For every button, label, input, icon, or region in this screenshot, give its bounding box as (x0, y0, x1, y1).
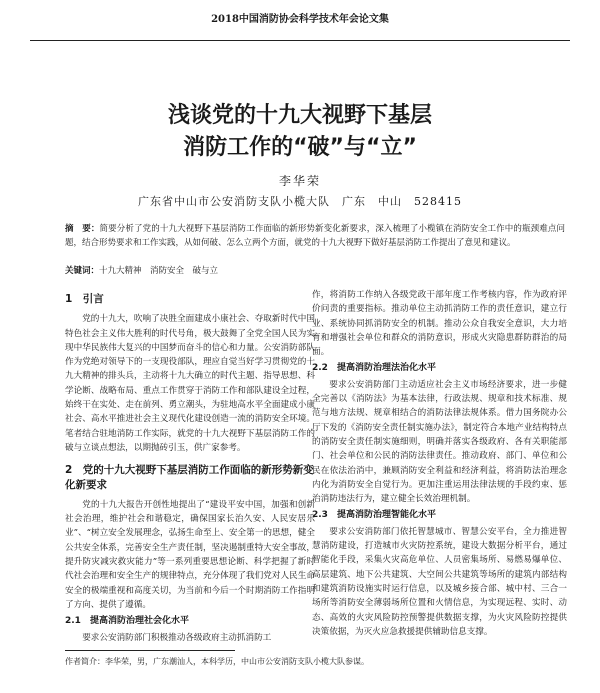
section-2-1-paragraph: 要求公安消防部门积极推动各级政府主动抓消防工 (82, 632, 272, 643)
abstract (65, 222, 565, 250)
section-2-heading: 2 党的十九大视野下基层消防工作面临的新形势新变化新要求 (65, 464, 314, 491)
abstract-text: 简要分析了党的十九大视野下基层消防工作面临的新形势新变化新要求，深入梳理了小榄镇在消防安全工作中的瓶颈难点问题，结合形势要求和工作实践，从如何破、怎么立两个方面，就党的十九大视野下做好基层消防工作提出了意见和建议。 (65, 224, 565, 248)
section-2-1-heading: 2.1 提高消防治理社会化水平 (65, 616, 189, 627)
continued-paragraph: 作，将消防工作纳入各级党政干部年度工作考核内容，作为政府评价问责的重要指标。推动单位主动抓消防工作的责任意识，建立行业、系统协同抓消防安全的机制。推动公众自我安全意识，大力培育和增强社会单位和群众的消防意识，形成火灾隐患群防群治的局面。 (312, 290, 567, 358)
section-1-heading: 1 引言 (65, 293, 104, 305)
section-2-2-paragraph: 要求公安消防部门主动适应社会主义市场经济要求，进一步健全完善以《消防法》为基本法律，行政法规、规章和技术标准、规范与地方法规、规章相结合的消防法律法规体系。借力国务院办公厅下发的《消防安全责任制实施办法》，制定符合本地产业结构特点的消防安全责任制实施细则，明确并落实各级政府、各有关职能部门、社会单位和公民的消防法律责任。推动政府、部门、单位和公民在依法治消中，兼顾消防安全利益和经济利益，将消防法治理念内化为消防安全自觉行为。更加注重运用法律法规的手段约束、惩治消防违法行为，建立健全长效治理机制。 (312, 379, 567, 505)
section-2-2-heading: 2.2 提高消防治理法治化水平 (312, 363, 436, 374)
section-2-paragraph: 党的十九大报告开创性地提出了“建设平安中国，加强和创新社会治理，维护社会和谐稳定，确保国家长治久安、人民安居乐业”、“树立安全发展理念，弘扬生命至上、安全第一的思想，健全公共安全体系，完善安全生产责任制，坚决遏制重特大安全事故，提升防灾减灾救灾能力”等一系列重要思想论断、科学把握了新时代社会治理和安全生产的规律特点，充分体现了我们党对人民生命安全的极端重视和高度关切，为当前和今后一个时期消防工作指明了方向、提供了遵循。 (65, 499, 315, 610)
author-affiliation: 广东省中山市公安消防支队小榄大队 广东 中山 528415 (138, 195, 462, 208)
abstract-label: 摘 要： (65, 224, 100, 234)
right-column (312, 288, 567, 639)
footnote: 作者简介：李华荣，男，广东潮汕人，本科学历，中山市公安消防支队小榄大队参谋。 (65, 657, 369, 666)
section-2-3-paragraph: 要求公安消防部门依托智慧城市、智慧公安平台，全力推进智慧消防建设，打造城市火灾防控系统，建设大数据分析平台，通过智能化手段，采集火灾高危单位、人员密集场所、易燃易爆单位、高层建筑、地下公共建筑、大空间公共建筑等场所的建筑内部结构和建筑消防设施实时运行信息，以及城乡接合部、城中村、三合一场所等消防安全薄弱场所位置和火情信息，为实现远程、实时、动态、高效的火灾风险防控预警提供数据支撑，为火灾风险防控提供决策依据，为灭火应急救援提供辅助信息支撑。 (312, 526, 567, 637)
keywords-text: 十九大精神 消防安全 破与立 (99, 266, 219, 276)
section-1-paragraph: 党的十九大，吹响了决胜全面建成小康社会、夺取新时代中国特色社会主义伟大胜利的时代号角，极大鼓舞了全党全国人民为实现中华民族伟大复兴的中国梦而奋斗的信心和力量。公安消防部队作为党绝对领导下的一支现役部队，理应自觉当好学习贯彻党的十九大精神的排头兵，主动将十九大确立的时代主题、指导思想、科学论断、战略布局、重点工作贯穿于消防工作和部队建设全过程，始终干在实处、走在前列、勇立潮头，为驻地高水平全面建成小康社会、高水平推进社会主义现代化建设创造一流的消防安全环境。笔者结合驻地消防工作实际，就党的十九大视野下基层消防工作的破与立谈点想法，以期抛砖引玉，供广家参考。 (65, 314, 315, 453)
running-header (30, 0, 570, 41)
footnote-divider (65, 650, 235, 651)
author-name: 李华荣 (278, 174, 321, 188)
running-title: 2018中国消防协会科学技术年会论文集 (211, 14, 389, 25)
title-line-1: 浅谈党的十九大视野下基层 (167, 103, 432, 128)
paper-title (0, 100, 600, 164)
left-column (65, 288, 315, 645)
keywords (65, 264, 565, 278)
title-line-2: 消防工作的“破”与“立” (183, 135, 417, 160)
keywords-label: 关键词： (65, 266, 100, 276)
section-2-3-heading: 2.3 提高消防治理智能化水平 (312, 510, 436, 521)
